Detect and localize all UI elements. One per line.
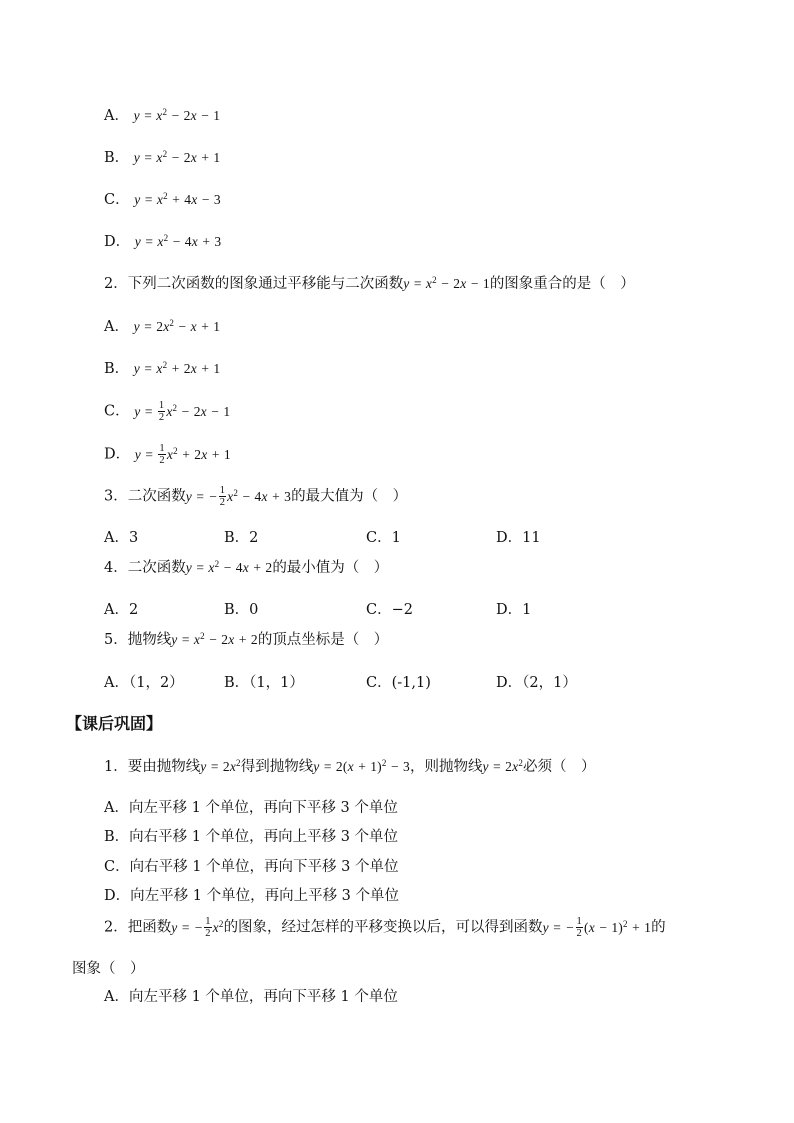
formula: $y = 2x^2 - x + 1$: [133, 318, 221, 334]
formula: $y = x^2 - 2x - 1$: [403, 275, 490, 291]
formula: $y = x^2 - 4x + 2$: [185, 559, 273, 575]
q5-options: [104, 673, 664, 693]
s2-q1-option-a[interactable]: A．向左平移 1 个单位，再向下平移 3 个单位: [104, 800, 398, 816]
s2-q1-option-b[interactable]: B．向右平移 1 个单位，再向上平移 3 个单位: [104, 829, 399, 845]
q3-option-c[interactable]: C．1: [366, 530, 401, 546]
q1-option-a[interactable]: A． $y = x^2 - 2x - 1$: [104, 107, 221, 124]
s2-q2-option-a[interactable]: A．向左平移 1 个单位，再向下平移 1 个单位: [104, 989, 398, 1005]
section-heading: 【课后巩固】: [66, 714, 163, 733]
q1-option-c[interactable]: C． $y = x^2 + 4x - 3$: [104, 191, 221, 208]
q3-option-b[interactable]: B．2: [224, 530, 259, 546]
q2-option-b[interactable]: B． $y = x^2 + 2x + 1$: [104, 360, 221, 377]
formula: y = − $\frac{1}{2}$ $x^2 - 4x + 3$: [185, 485, 292, 508]
formula: $y = x^2 - 2x - 1$: [133, 107, 221, 123]
formula: y = − $\frac{1}{2}$ $x^2$: [171, 916, 224, 939]
q5-option-d[interactable]: D．（2，1）: [496, 675, 577, 691]
q4-option-a[interactable]: A．2: [104, 602, 139, 618]
q4-option-d[interactable]: D．1: [496, 602, 532, 618]
q4-option-b[interactable]: B．0: [224, 602, 259, 618]
s2-q1-stem: 1．要由抛物线$y = 2x^2$得到抛物线$y = 2(x + 1)^2 - 3$，则抛物线$y = 2x^2$必须（ ）: [104, 758, 596, 775]
formula: $y = x^2 - 2x + 2$: [171, 631, 258, 647]
formula: $y = 2(x + 1)^2 - 3$: [313, 758, 410, 774]
formula: $y = x^2 + 2x + 1$: [133, 360, 221, 376]
formula: y = − $\frac{1}{2}$ $(x - 1)^2 + 1$: [542, 916, 652, 939]
q2-option-a[interactable]: A． $y = 2x^2 - x + 1$: [104, 318, 221, 335]
q2-option-c[interactable]: C． y = $\frac{1}{2}$ $x^2 - 2x - 1$: [104, 400, 231, 423]
q2-option-d[interactable]: D． y = $\frac{1}{2}$ $x^2 + 2x + 1$: [104, 443, 231, 466]
q1-option-d[interactable]: D． $y = x^2 - 4x + 3$: [104, 233, 222, 250]
q5-stem: 5．抛物线$y = x^2 - 2x + 2$的顶点坐标是（ ）: [104, 631, 389, 648]
q4-option-c[interactable]: C．−2: [366, 602, 413, 618]
formula: $y = x^2 - 4x + 3$: [134, 233, 222, 249]
q4-stem: 4．二次函数$y = x^2 - 4x + 2$的最小值为（ ）: [104, 559, 389, 576]
q3-option-d[interactable]: D．11: [496, 530, 541, 546]
formula: y = $\frac{1}{2}$ $x^2 - 2x - 1$: [134, 400, 231, 423]
q1-option-b[interactable]: B． $y = x^2 - 2x + 1$: [104, 149, 221, 166]
s2-q1-option-c[interactable]: C．向右平移 1 个单位，再向下平移 3 个单位: [104, 859, 399, 875]
s2-q2-stem: 2．把函数y = − $\frac{1}{2}$ $x^2$的图象，经过怎样的平移变换以后，可以得到函数y = − $\frac{1}{2}$ $(x - 1)^2 + 1$的: [104, 916, 666, 939]
formula: y = $\frac{1}{2}$ $x^2 + 2x + 1$: [134, 443, 231, 466]
formula: $y = x^2 + 4x - 3$: [134, 191, 221, 207]
q2-stem: 2．下列二次函数的图象通过平移能与二次函数$y = x^2 - 2x - 1$的图象重合的是（ ）: [104, 275, 635, 292]
s2-q2-stem-wrap: 图象（ ）: [72, 961, 145, 977]
formula: $y = x^2 - 2x + 1$: [133, 149, 221, 165]
q5-option-b[interactable]: B．（1，1）: [224, 675, 304, 691]
formula: $y = 2x^2$: [200, 758, 241, 774]
s2-q1-option-d[interactable]: D．向左平移 1 个单位，再向上平移 3 个单位: [104, 888, 400, 904]
formula: $y = 2x^2$: [482, 758, 524, 774]
q5-option-c[interactable]: C．(-1,1): [366, 675, 431, 691]
q5-option-a[interactable]: A．（1，2）: [104, 675, 184, 691]
q3-stem: 3．二次函数y = − $\frac{1}{2}$ $x^2 - 4x + 3$的最大值为（ ）: [104, 485, 408, 508]
q3-options: [104, 528, 664, 548]
q4-options: [104, 600, 664, 620]
q3-option-a[interactable]: A．3: [104, 530, 139, 546]
